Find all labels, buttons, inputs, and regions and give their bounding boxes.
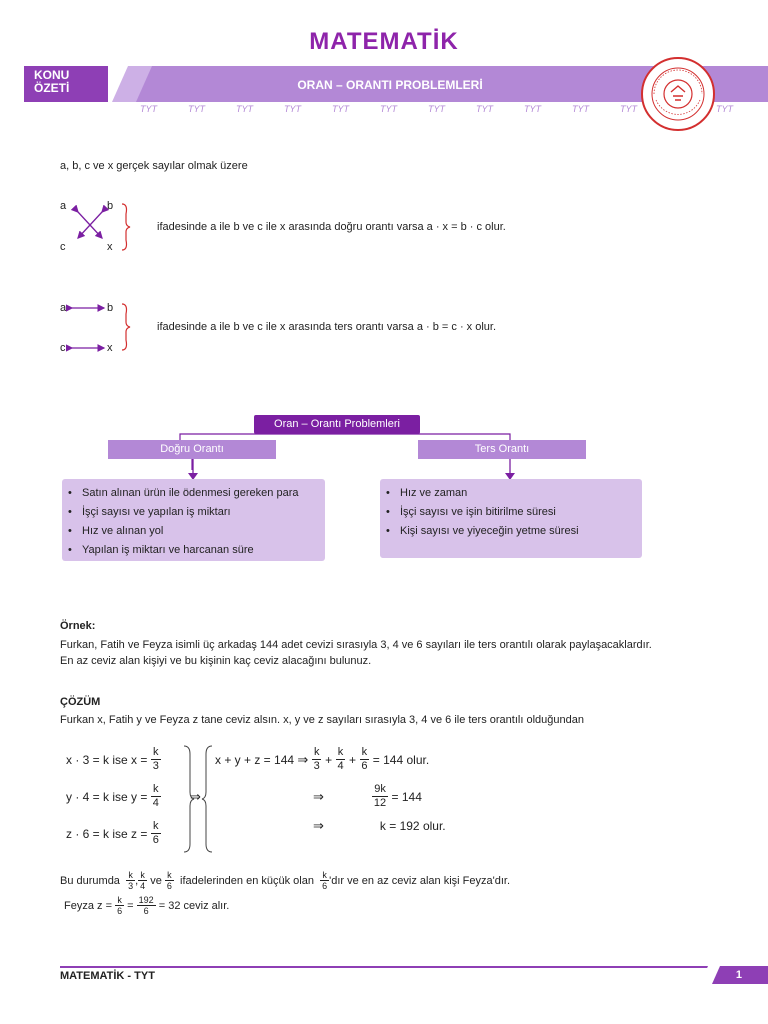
plus-sign: + <box>348 752 356 767</box>
feyza-pre: Feyza z = <box>64 899 112 912</box>
fraction-k-over-3: $\frac{k}{3}$ <box>313 746 320 772</box>
eq-y-left: y · 4 = k ise y = <box>66 789 148 804</box>
fraction-k-over-6: $\frac{k}{6}$ <box>322 870 328 891</box>
direct-proportion-card <box>62 479 325 561</box>
footer-slash-decoration <box>700 966 720 984</box>
tree-root: Oran – Orantı Problemleri <box>254 415 420 434</box>
tyt-mark: TYT <box>236 104 253 114</box>
tyt-mark: TYT <box>140 104 157 114</box>
direct-proportion-text: ifadesinde a ile b ve c ile x arasında doğru orantı varsa a · x = b · c olur. <box>157 221 506 233</box>
feyza-result-line: Feyza z = $\frac{k}{6}$ = $\frac{192}{6}$ = 32 ceviz alır. <box>64 895 230 916</box>
tyt-mark: TYT <box>428 104 445 114</box>
list-item: • Kişi sayısı ve yiyeceğin yetme süresi <box>386 522 642 541</box>
fraction-9k-over-12: $\frac{9k}{12}$ <box>373 783 387 809</box>
fraction-k-over-4: $\frac{k}{4}$ <box>152 783 159 809</box>
cross-arrows-diagram <box>70 200 134 260</box>
fraction-k-over-6: $\frac{k}{6}$ <box>152 820 159 846</box>
inverse-proportion-card <box>380 479 642 558</box>
list-item: • Yapılan iş miktarı ve harcanan süre <box>68 541 325 560</box>
fraction-k-over-3: $\frac{k}{3}$ <box>128 870 134 891</box>
conclusion-post: 'dır ve en az ceviz alan kişi Feyza'dır. <box>329 874 511 887</box>
list-item: • Hız ve zaman <box>386 484 642 503</box>
page-title: MATEMATİK <box>309 28 459 55</box>
conclusion-pre: Bu durumda <box>60 874 120 887</box>
eq-144-olur: = 144 olur. <box>372 752 430 767</box>
ministry-seal-logo <box>640 56 716 132</box>
list-item: • İşçi sayısı ve yapılan iş miktarı <box>68 503 325 522</box>
tyt-mark: TYT <box>380 104 397 114</box>
fraction-k-over-4: $\frac{k}{4}$ <box>337 746 344 772</box>
fraction-k-over-6: $\frac{k}{6}$ <box>117 895 123 916</box>
fraction-k-over-4: $\frac{k}{4}$ <box>140 870 146 891</box>
tyt-mark: TYT <box>572 104 589 114</box>
inverse-proportion-text: ifadesinde a ile b ve c ile x arasında ters orantı varsa a · b = c · x olur. <box>157 321 497 333</box>
implies-arrow: ⇒ <box>190 789 201 804</box>
var-x: x <box>107 342 113 354</box>
inverse-proportion-pill: Ters Orantı <box>418 440 586 459</box>
combined-equation <box>313 783 422 810</box>
var-b: b <box>107 302 114 314</box>
equation-y <box>66 783 161 810</box>
sum-left: x + y + z = 144 <box>215 752 295 767</box>
direct-proportion-pill: Doğru Orantı <box>108 440 276 459</box>
list-item: • Satın alınan ürün ile ödenmesi gereken para <box>68 484 325 503</box>
list-item: • Hız ve alınan yol <box>68 522 325 541</box>
implies-arrow: ⇒ <box>313 818 324 833</box>
tyt-mark: TYT <box>332 104 349 114</box>
solution-intro: Furkan x, Fatih y ve Feyza z tane ceviz alsın. x, y ve z sayıları sırasıyla 3, 4 ve 6 ile ters orantılı olduğundan <box>60 714 584 726</box>
var-b: b <box>107 200 114 212</box>
tyt-mark: TYT <box>716 104 733 114</box>
tyt-mark: TYT <box>524 104 541 114</box>
topic-title: ORAN – ORANTI PROBLEMLERİ <box>297 78 483 92</box>
feyza-post: = 32 ceviz alır. <box>158 899 230 912</box>
k-result-equation <box>313 818 446 834</box>
eq-144: = 144 <box>391 789 422 804</box>
equation-x <box>66 746 161 773</box>
fraction-k-over-6: $\frac{k}{6}$ <box>361 746 368 772</box>
footer-subject: MATEMATİK - TYT <box>60 970 155 982</box>
example-line-2: En az ceviz alan kişiyi ve bu kişinin kaç ceviz alacağını bulunuz. <box>60 655 372 667</box>
footer-rule <box>60 966 724 968</box>
var-x: x <box>107 241 113 253</box>
k-result: k = 192 olur. <box>379 819 446 833</box>
conclusion-line: Bu durumda $\frac{k}{3}$ , $\frac{k}{4}$ ve $\frac{k}{6}$ ifadelerinden en küçük olan $\frac{k}{6}$ 'dır ve en az ceviz alan kişi Feyza'dır. <box>60 870 511 891</box>
tyt-mark: TYT <box>284 104 301 114</box>
horizontal-arrows-diagram <box>66 300 136 360</box>
tyt-mark: TYT <box>188 104 205 114</box>
var-a: a <box>60 302 67 314</box>
fraction-k-over-3: $\frac{k}{3}$ <box>152 746 159 772</box>
var-c: c <box>60 241 66 253</box>
var-a: a <box>60 200 67 212</box>
tyt-mark: TYT <box>476 104 493 114</box>
konu-ozeti-badge <box>24 66 108 102</box>
badge-line-1: KONU <box>34 68 70 82</box>
eq-x-left: x · 3 = k ise x = <box>66 752 148 767</box>
tyt-mark: TYT <box>620 104 637 114</box>
implies-arrow: ⇒ <box>313 788 324 804</box>
implies-arrow: ⇒ <box>297 751 309 767</box>
plus-sign: + <box>325 752 333 767</box>
list-item: • İşçi sayısı ve işin bitirilme süresi <box>386 503 642 522</box>
sum-equation <box>215 746 429 773</box>
fraction-192-over-6: $\frac{192}{6}$ <box>138 895 154 916</box>
fraction-k-over-6: $\frac{k}{6}$ <box>166 870 172 891</box>
conclusion-mid: ifadelerinden en küçük olan <box>180 874 314 887</box>
example-heading: Örnek: <box>60 620 96 632</box>
badge-line-2: ÖZETİ <box>34 81 70 95</box>
var-c: c <box>60 342 66 354</box>
page-number: 1 <box>708 966 768 984</box>
example-line-1: Furkan, Fatih ve Feyza isimli üç arkadaş 144 adet cevizi sırasıyla 3, 4 ve 6 sayıları ile ters orantılı olarak paylaşacaklardır. <box>60 639 652 651</box>
solution-heading: ÇÖZÜM <box>60 696 101 708</box>
inverse-down-arrow <box>503 459 517 481</box>
eq-z-left: z · 6 = k ise z = <box>66 826 148 841</box>
intro-line: a, b, c ve x gerçek sayılar olmak üzere <box>60 160 248 172</box>
equation-z <box>66 820 161 847</box>
direct-down-arrow <box>186 459 200 481</box>
